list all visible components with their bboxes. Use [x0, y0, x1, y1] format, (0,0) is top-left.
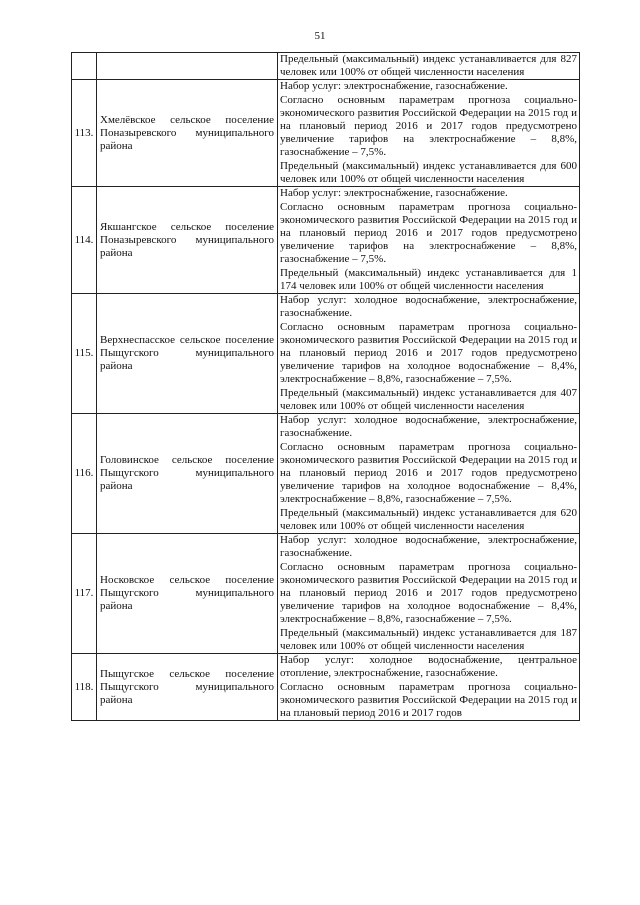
- description-paragraph: Согласно основным параметрам прогноза социально-экономического развития Российской Федерации на 2015 год и на плановый период 2016 и 2017 годов предусмотрено увеличение тарифов на электроснабжение – 8,8%, газоснабжение – 7,5%.: [280, 201, 577, 265]
- settlement-name: Головинское сельское поселение Пыщугского муниципального района: [97, 414, 278, 534]
- row-number: 118.: [72, 654, 97, 721]
- description-cell: [278, 534, 580, 654]
- description-paragraph: Предельный (максимальный) индекс устанавливается для 620 человек или 100% от общей численности населения: [280, 507, 577, 532]
- description-paragraph: Предельный (максимальный) индекс устанавливается для 827 человек или 100% от общей численности населения: [280, 53, 577, 78]
- row-number: 114.: [72, 187, 97, 294]
- description-cell: [278, 654, 580, 721]
- settlement-name: Хмелёвское сельское поселение Поназыревского муниципального района: [97, 80, 278, 187]
- description-cell: [278, 187, 580, 294]
- description-paragraph: Набор услуг: холодное водоснабжение, электроснабжение, газоснабжение.: [280, 294, 577, 319]
- row-number: 116.: [72, 414, 97, 534]
- description-paragraph: Предельный (максимальный) индекс устанавливается для 1 174 человек или 100% от общей численности населения: [280, 267, 577, 292]
- row-number: 113.: [72, 80, 97, 187]
- description-paragraph: Набор услуг: холодное водоснабжение, электроснабжение, газоснабжение.: [280, 414, 577, 439]
- description-paragraph: Предельный (максимальный) индекс устанавливается для 407 человек или 100% от общей численности населения: [280, 387, 577, 412]
- description-paragraph: Предельный (максимальный) индекс устанавливается для 600 человек или 100% от общей численности населения: [280, 160, 577, 185]
- table-row: [72, 414, 580, 534]
- description-cell: [278, 53, 580, 80]
- description-paragraph: Предельный (максимальный) индекс устанавливается для 187 человек или 100% от общей численности населения: [280, 627, 577, 652]
- page-number: 51: [314, 30, 326, 42]
- description-paragraph: Набор услуг: холодное водоснабжение, центральное отопление, электроснабжение, газоснабжение.: [280, 654, 577, 679]
- settlements-table: [71, 52, 580, 721]
- description-paragraph: Набор услуг: холодное водоснабжение, электроснабжение, газоснабжение.: [280, 534, 577, 559]
- description-cell: [278, 294, 580, 414]
- table-row: [72, 53, 580, 80]
- row-number: 115.: [72, 294, 97, 414]
- description-paragraph: Согласно основным параметрам прогноза социально-экономического развития Российской Федерации на 2015 год и на плановый период 2016 и 2017 годов предусмотрено увеличение тарифов на холодное водоснабжение – 8,4%, электроснабжение – 8,8%, газоснабжение – 7,5%.: [280, 561, 577, 625]
- description-paragraph: Согласно основным параметрам прогноза социально-экономического развития Российской Федерации на 2015 год и на плановый период 2016 и 2017 годов: [280, 681, 577, 719]
- settlement-name: [97, 53, 278, 80]
- settlement-name: Пыщугское сельское поселение Пыщугского муниципального района: [97, 654, 278, 721]
- table-body: [72, 53, 580, 721]
- description-paragraph: Согласно основным параметрам прогноза социально-экономического развития Российской Федерации на 2015 год и на плановый период 2016 и 2017 годов предусмотрено увеличение тарифов на холодное водоснабжение – 8,4%, электроснабжение – 8,8%, газоснабжение – 7,5%.: [280, 441, 577, 505]
- description-cell: [278, 414, 580, 534]
- description-cell: [278, 80, 580, 187]
- row-number: [72, 53, 97, 80]
- table-row: [72, 294, 580, 414]
- table-row: [72, 654, 580, 721]
- description-paragraph: Набор услуг: электроснабжение, газоснабжение.: [280, 80, 508, 92]
- description-paragraph: Набор услуг: электроснабжение, газоснабжение.: [280, 187, 508, 199]
- table-row: [72, 534, 580, 654]
- settlement-name: Носковское сельское поселение Пыщугского муниципального района: [97, 534, 278, 654]
- description-paragraph: Согласно основным параметрам прогноза социально-экономического развития Российской Федерации на 2015 год и на плановый период 2016 и 2017 годов предусмотрено увеличение тарифов на холодное водоснабжение – 8,4%, электроснабжение – 8,8%, газоснабжение – 7,5%.: [280, 321, 577, 385]
- row-number: 117.: [72, 534, 97, 654]
- description-paragraph: Согласно основным параметрам прогноза социально-экономического развития Российской Федерации на 2015 год и на плановый период 2016 и 2017 годов предусмотрено увеличение тарифов на электроснабжение – 8,8%, газоснабжение – 7,5%.: [280, 94, 577, 158]
- table-row: [72, 80, 580, 187]
- settlement-name: Верхнеспасское сельское поселение Пыщугского муниципального района: [97, 294, 278, 414]
- table-row: [72, 187, 580, 294]
- settlement-name: Якшангское сельское поселение Поназыревского муниципального района: [97, 187, 278, 294]
